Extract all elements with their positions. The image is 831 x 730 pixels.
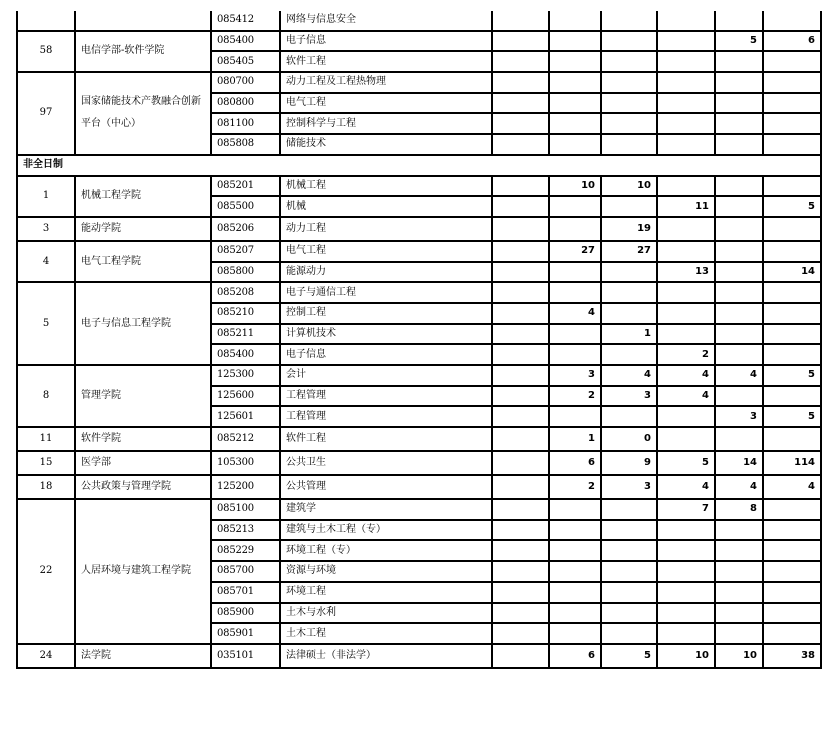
dept-name: 国家储能技术产教融合创新平台（中心） bbox=[75, 72, 211, 155]
value-cell-4 bbox=[715, 282, 763, 303]
dept-name: 电子与信息工程学院 bbox=[75, 282, 211, 365]
major-name: 环境工程 bbox=[280, 582, 492, 603]
value-cell-1 bbox=[549, 499, 601, 520]
value-cell-5 bbox=[763, 344, 821, 365]
value-cell-2: 5 bbox=[601, 644, 657, 668]
spacer-cell bbox=[492, 386, 549, 407]
value-cell-3 bbox=[657, 217, 715, 241]
dept-name: 电信学部-软件学院 bbox=[75, 31, 211, 72]
value-cell-4 bbox=[715, 520, 763, 541]
value-cell-3 bbox=[657, 51, 715, 72]
dept-number: 97 bbox=[17, 72, 75, 155]
value-cell-1: 10 bbox=[549, 176, 601, 197]
dept-name: 电气工程学院 bbox=[75, 241, 211, 282]
spacer-cell bbox=[492, 176, 549, 197]
dept-number: 11 bbox=[17, 427, 75, 451]
value-cell-1 bbox=[549, 31, 601, 52]
value-cell-4: 14 bbox=[715, 451, 763, 475]
value-cell-2: 10 bbox=[601, 176, 657, 197]
major-code: 125601 bbox=[211, 406, 280, 427]
value-cell-1: 27 bbox=[549, 241, 601, 262]
value-cell-1 bbox=[549, 93, 601, 114]
value-cell-1 bbox=[549, 51, 601, 72]
table-row bbox=[17, 31, 821, 52]
value-cell-2 bbox=[601, 520, 657, 541]
major-name: 会计 bbox=[280, 365, 492, 386]
dept-name: 机械工程学院 bbox=[75, 176, 211, 217]
value-cell-3 bbox=[657, 623, 715, 644]
spacer-cell bbox=[492, 72, 549, 93]
major-name: 法律硕士（非法学） bbox=[280, 644, 492, 668]
major-code: 085500 bbox=[211, 196, 280, 217]
table-row bbox=[17, 451, 821, 475]
enrollment-table bbox=[16, 11, 822, 669]
major-code: 085212 bbox=[211, 427, 280, 451]
spacer-cell bbox=[492, 31, 549, 52]
major-code: 085901 bbox=[211, 623, 280, 644]
value-cell-4 bbox=[715, 241, 763, 262]
table-row bbox=[17, 176, 821, 197]
major-name: 软件工程 bbox=[280, 51, 492, 72]
major-code: 085400 bbox=[211, 31, 280, 52]
section-row bbox=[17, 155, 821, 176]
major-code: 085700 bbox=[211, 561, 280, 582]
dept-name: 法学院 bbox=[75, 644, 211, 668]
major-code: 085701 bbox=[211, 582, 280, 603]
value-cell-1: 4 bbox=[549, 303, 601, 324]
major-name: 网络与信息安全 bbox=[280, 11, 492, 31]
value-cell-2: 3 bbox=[601, 386, 657, 407]
value-cell-4 bbox=[715, 582, 763, 603]
value-cell-3 bbox=[657, 282, 715, 303]
value-cell-3: 11 bbox=[657, 196, 715, 217]
major-code: 085412 bbox=[211, 11, 280, 31]
major-name: 公共管理 bbox=[280, 475, 492, 499]
value-cell-4 bbox=[715, 113, 763, 134]
value-cell-2 bbox=[601, 561, 657, 582]
value-cell-3 bbox=[657, 324, 715, 345]
spacer-cell bbox=[492, 344, 549, 365]
value-cell-5 bbox=[763, 11, 821, 31]
spacer-cell bbox=[492, 217, 549, 241]
value-cell-1: 3 bbox=[549, 365, 601, 386]
value-cell-4 bbox=[715, 386, 763, 407]
dept-number: 5 bbox=[17, 282, 75, 365]
spacer-cell bbox=[492, 520, 549, 541]
value-cell-4 bbox=[715, 51, 763, 72]
major-name: 公共卫生 bbox=[280, 451, 492, 475]
table-row bbox=[17, 427, 821, 451]
dept-number: 18 bbox=[17, 475, 75, 499]
major-code: 085210 bbox=[211, 303, 280, 324]
value-cell-1 bbox=[549, 520, 601, 541]
value-cell-2 bbox=[601, 303, 657, 324]
major-code: 085400 bbox=[211, 344, 280, 365]
value-cell-3: 5 bbox=[657, 451, 715, 475]
value-cell-3 bbox=[657, 241, 715, 262]
value-cell-2 bbox=[601, 72, 657, 93]
value-cell-5 bbox=[763, 623, 821, 644]
dept-number: 3 bbox=[17, 217, 75, 241]
value-cell-3: 10 bbox=[657, 644, 715, 668]
major-name: 储能技术 bbox=[280, 134, 492, 155]
value-cell-5: 5 bbox=[763, 406, 821, 427]
value-cell-1 bbox=[549, 11, 601, 31]
major-code: 085900 bbox=[211, 603, 280, 624]
value-cell-2 bbox=[601, 11, 657, 31]
value-cell-4 bbox=[715, 427, 763, 451]
value-cell-3 bbox=[657, 540, 715, 561]
value-cell-5 bbox=[763, 113, 821, 134]
dept-number: 15 bbox=[17, 451, 75, 475]
value-cell-4: 8 bbox=[715, 499, 763, 520]
major-code: 085100 bbox=[211, 499, 280, 520]
value-cell-3: 4 bbox=[657, 475, 715, 499]
value-cell-3 bbox=[657, 31, 715, 52]
major-code: 085211 bbox=[211, 324, 280, 345]
value-cell-3: 2 bbox=[657, 344, 715, 365]
value-cell-5 bbox=[763, 51, 821, 72]
value-cell-5 bbox=[763, 176, 821, 197]
value-cell-3 bbox=[657, 520, 715, 541]
value-cell-5 bbox=[763, 582, 821, 603]
value-cell-5: 6 bbox=[763, 31, 821, 52]
spacer-cell bbox=[492, 93, 549, 114]
spacer-cell bbox=[492, 561, 549, 582]
value-cell-5 bbox=[763, 603, 821, 624]
value-cell-4 bbox=[715, 11, 763, 31]
value-cell-4 bbox=[715, 176, 763, 197]
major-name: 工程管理 bbox=[280, 386, 492, 407]
dept-name: 能动学院 bbox=[75, 217, 211, 241]
value-cell-1: 6 bbox=[549, 644, 601, 668]
value-cell-5: 4 bbox=[763, 475, 821, 499]
value-cell-2: 0 bbox=[601, 427, 657, 451]
spacer-cell bbox=[492, 262, 549, 283]
value-cell-4 bbox=[715, 561, 763, 582]
value-cell-2: 3 bbox=[601, 475, 657, 499]
dept-name: 公共政策与管理学院 bbox=[75, 475, 211, 499]
section-label: 非全日制 bbox=[17, 155, 821, 176]
value-cell-1 bbox=[549, 282, 601, 303]
major-code: 080700 bbox=[211, 72, 280, 93]
major-name: 电子与通信工程 bbox=[280, 282, 492, 303]
value-cell-4 bbox=[715, 603, 763, 624]
value-cell-5 bbox=[763, 561, 821, 582]
spacer-cell bbox=[492, 644, 549, 668]
value-cell-5 bbox=[763, 241, 821, 262]
spacer-cell bbox=[492, 499, 549, 520]
value-cell-5 bbox=[763, 540, 821, 561]
major-code: 085808 bbox=[211, 134, 280, 155]
value-cell-3 bbox=[657, 72, 715, 93]
value-cell-1 bbox=[549, 134, 601, 155]
dept-name: 管理学院 bbox=[75, 365, 211, 427]
value-cell-2 bbox=[601, 134, 657, 155]
spacer-cell bbox=[492, 113, 549, 134]
spacer-cell bbox=[492, 540, 549, 561]
value-cell-2 bbox=[601, 499, 657, 520]
dept-number: 8 bbox=[17, 365, 75, 427]
value-cell-5 bbox=[763, 134, 821, 155]
value-cell-4: 4 bbox=[715, 475, 763, 499]
spacer-cell bbox=[492, 365, 549, 386]
value-cell-5: 5 bbox=[763, 365, 821, 386]
value-cell-5: 14 bbox=[763, 262, 821, 283]
value-cell-1 bbox=[549, 344, 601, 365]
table-row bbox=[17, 499, 821, 520]
spacer-cell bbox=[492, 134, 549, 155]
value-cell-3 bbox=[657, 406, 715, 427]
value-cell-4 bbox=[715, 196, 763, 217]
value-cell-4 bbox=[715, 303, 763, 324]
major-name: 机械 bbox=[280, 196, 492, 217]
table-row bbox=[17, 365, 821, 386]
spacer-cell bbox=[492, 475, 549, 499]
value-cell-2 bbox=[601, 582, 657, 603]
value-cell-3 bbox=[657, 561, 715, 582]
dept-number: 1 bbox=[17, 176, 75, 217]
table-row bbox=[17, 241, 821, 262]
value-cell-4: 3 bbox=[715, 406, 763, 427]
value-cell-2 bbox=[601, 540, 657, 561]
value-cell-1 bbox=[549, 623, 601, 644]
major-name: 计算机技术 bbox=[280, 324, 492, 345]
major-name: 电气工程 bbox=[280, 93, 492, 114]
major-code: 125300 bbox=[211, 365, 280, 386]
value-cell-4 bbox=[715, 540, 763, 561]
value-cell-5 bbox=[763, 386, 821, 407]
major-name: 动力工程及工程热物理 bbox=[280, 72, 492, 93]
major-name: 工程管理 bbox=[280, 406, 492, 427]
value-cell-2: 27 bbox=[601, 241, 657, 262]
value-cell-3 bbox=[657, 582, 715, 603]
dept-number bbox=[17, 11, 75, 31]
value-cell-5 bbox=[763, 520, 821, 541]
value-cell-2 bbox=[601, 31, 657, 52]
value-cell-3 bbox=[657, 113, 715, 134]
value-cell-2: 19 bbox=[601, 217, 657, 241]
major-name: 控制科学与工程 bbox=[280, 113, 492, 134]
value-cell-3 bbox=[657, 11, 715, 31]
major-code: 085201 bbox=[211, 176, 280, 197]
spacer-cell bbox=[492, 11, 549, 31]
dept-number: 22 bbox=[17, 499, 75, 644]
value-cell-5 bbox=[763, 324, 821, 345]
value-cell-5: 5 bbox=[763, 196, 821, 217]
value-cell-1 bbox=[549, 582, 601, 603]
major-name: 电气工程 bbox=[280, 241, 492, 262]
value-cell-3 bbox=[657, 93, 715, 114]
major-name: 建筑与土木工程（专） bbox=[280, 520, 492, 541]
value-cell-1 bbox=[549, 72, 601, 93]
value-cell-5 bbox=[763, 499, 821, 520]
value-cell-3: 4 bbox=[657, 365, 715, 386]
table-row bbox=[17, 282, 821, 303]
value-cell-2 bbox=[601, 93, 657, 114]
major-code: 085207 bbox=[211, 241, 280, 262]
major-name: 电子信息 bbox=[280, 31, 492, 52]
value-cell-4 bbox=[715, 93, 763, 114]
value-cell-1: 2 bbox=[549, 475, 601, 499]
value-cell-4: 4 bbox=[715, 365, 763, 386]
dept-number: 24 bbox=[17, 644, 75, 668]
spacer-cell bbox=[492, 51, 549, 72]
spacer-cell bbox=[492, 406, 549, 427]
value-cell-2: 9 bbox=[601, 451, 657, 475]
spacer-cell bbox=[492, 603, 549, 624]
spacer-cell bbox=[492, 451, 549, 475]
value-cell-5 bbox=[763, 282, 821, 303]
value-cell-2 bbox=[601, 51, 657, 72]
major-code: 085405 bbox=[211, 51, 280, 72]
value-cell-3 bbox=[657, 134, 715, 155]
value-cell-2 bbox=[601, 623, 657, 644]
value-cell-5: 114 bbox=[763, 451, 821, 475]
value-cell-4 bbox=[715, 324, 763, 345]
major-name: 能源动力 bbox=[280, 262, 492, 283]
spacer-cell bbox=[492, 324, 549, 345]
major-name: 软件工程 bbox=[280, 427, 492, 451]
spacer-cell bbox=[492, 196, 549, 217]
spacer-cell bbox=[492, 582, 549, 603]
value-cell-5 bbox=[763, 303, 821, 324]
value-cell-2: 4 bbox=[601, 365, 657, 386]
value-cell-5 bbox=[763, 427, 821, 451]
dept-number: 58 bbox=[17, 31, 75, 72]
dept-number: 4 bbox=[17, 241, 75, 282]
value-cell-1 bbox=[549, 324, 601, 345]
value-cell-4 bbox=[715, 262, 763, 283]
value-cell-2 bbox=[601, 603, 657, 624]
table-row bbox=[17, 644, 821, 668]
value-cell-3: 13 bbox=[657, 262, 715, 283]
value-cell-5: 38 bbox=[763, 644, 821, 668]
value-cell-1 bbox=[549, 217, 601, 241]
major-name: 土木与水利 bbox=[280, 603, 492, 624]
value-cell-4 bbox=[715, 134, 763, 155]
major-code: 125200 bbox=[211, 475, 280, 499]
value-cell-3 bbox=[657, 303, 715, 324]
major-code: 085229 bbox=[211, 540, 280, 561]
value-cell-2 bbox=[601, 196, 657, 217]
dept-name: 软件学院 bbox=[75, 427, 211, 451]
major-code: 085206 bbox=[211, 217, 280, 241]
value-cell-3 bbox=[657, 427, 715, 451]
value-cell-1: 1 bbox=[549, 427, 601, 451]
dept-name bbox=[75, 11, 211, 31]
value-cell-3 bbox=[657, 603, 715, 624]
major-code: 085800 bbox=[211, 262, 280, 283]
value-cell-1 bbox=[549, 406, 601, 427]
major-code: 085208 bbox=[211, 282, 280, 303]
value-cell-2: 1 bbox=[601, 324, 657, 345]
value-cell-1 bbox=[549, 196, 601, 217]
value-cell-2 bbox=[601, 262, 657, 283]
value-cell-1: 6 bbox=[549, 451, 601, 475]
value-cell-4 bbox=[715, 344, 763, 365]
value-cell-4 bbox=[715, 623, 763, 644]
value-cell-3: 7 bbox=[657, 499, 715, 520]
spacer-cell bbox=[492, 623, 549, 644]
value-cell-4: 10 bbox=[715, 644, 763, 668]
major-code: 080800 bbox=[211, 93, 280, 114]
value-cell-1 bbox=[549, 561, 601, 582]
major-name: 环境工程（专） bbox=[280, 540, 492, 561]
major-name: 电子信息 bbox=[280, 344, 492, 365]
value-cell-1 bbox=[549, 113, 601, 134]
major-code: 085213 bbox=[211, 520, 280, 541]
value-cell-1 bbox=[549, 540, 601, 561]
dept-name: 人居环境与建筑工程学院 bbox=[75, 499, 211, 644]
major-name: 建筑学 bbox=[280, 499, 492, 520]
value-cell-2 bbox=[601, 406, 657, 427]
spacer-cell bbox=[492, 427, 549, 451]
value-cell-5 bbox=[763, 93, 821, 114]
value-cell-2 bbox=[601, 344, 657, 365]
table-row bbox=[17, 475, 821, 499]
value-cell-2 bbox=[601, 282, 657, 303]
table-row bbox=[17, 217, 821, 241]
value-cell-2 bbox=[601, 113, 657, 134]
value-cell-5 bbox=[763, 217, 821, 241]
major-name: 土木工程 bbox=[280, 623, 492, 644]
spacer-cell bbox=[492, 282, 549, 303]
value-cell-3: 4 bbox=[657, 386, 715, 407]
spacer-cell bbox=[492, 303, 549, 324]
value-cell-1: 2 bbox=[549, 386, 601, 407]
major-code: 035101 bbox=[211, 644, 280, 668]
major-name: 动力工程 bbox=[280, 217, 492, 241]
value-cell-4: 5 bbox=[715, 31, 763, 52]
table-row bbox=[17, 11, 821, 31]
major-code: 081100 bbox=[211, 113, 280, 134]
dept-name: 医学部 bbox=[75, 451, 211, 475]
value-cell-1 bbox=[549, 603, 601, 624]
value-cell-3 bbox=[657, 176, 715, 197]
major-name: 控制工程 bbox=[280, 303, 492, 324]
table-row bbox=[17, 72, 821, 93]
value-cell-5 bbox=[763, 72, 821, 93]
major-code: 125600 bbox=[211, 386, 280, 407]
major-name: 机械工程 bbox=[280, 176, 492, 197]
table-body bbox=[17, 11, 821, 668]
value-cell-4 bbox=[715, 72, 763, 93]
value-cell-1 bbox=[549, 262, 601, 283]
value-cell-4 bbox=[715, 217, 763, 241]
spacer-cell bbox=[492, 241, 549, 262]
major-code: 105300 bbox=[211, 451, 280, 475]
major-name: 资源与环境 bbox=[280, 561, 492, 582]
